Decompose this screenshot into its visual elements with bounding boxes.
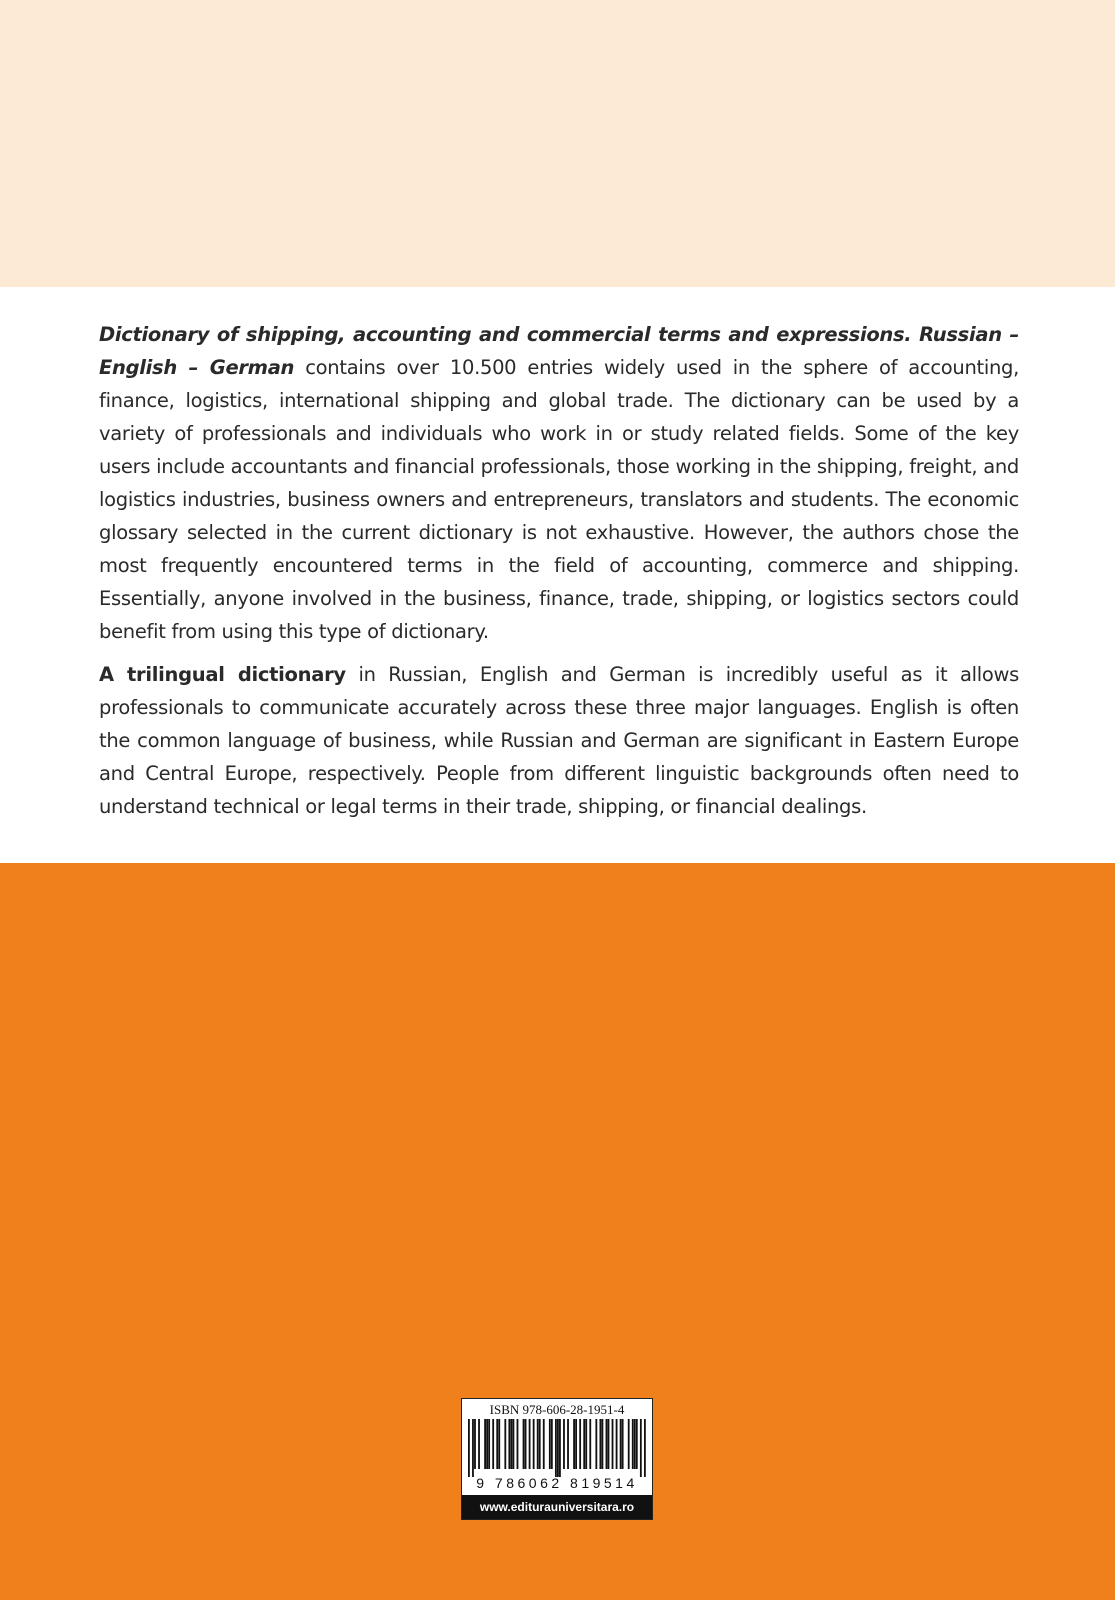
barcode-bar xyxy=(573,1419,575,1469)
barcode-bar xyxy=(510,1419,512,1469)
barcode-bar xyxy=(628,1419,630,1469)
barcode-bar xyxy=(537,1419,539,1469)
top-color-band xyxy=(0,0,1115,287)
barcode-bar xyxy=(620,1419,622,1469)
barcode-bar xyxy=(559,1419,561,1477)
barcode-bar xyxy=(492,1419,494,1469)
barcode-bar xyxy=(525,1419,527,1469)
barcode-digits: 9 786062 819514 xyxy=(476,1475,638,1491)
barcode-bar xyxy=(468,1419,470,1477)
barcode-bar xyxy=(599,1419,601,1469)
barcode-bar xyxy=(589,1419,591,1469)
barcode-bars xyxy=(468,1419,646,1477)
barcode-bar xyxy=(602,1419,604,1469)
barcode-bar xyxy=(555,1419,557,1477)
barcode-bar xyxy=(517,1419,519,1469)
barcode-bar xyxy=(612,1419,614,1469)
barcode-bar xyxy=(533,1419,535,1469)
barcode-bar xyxy=(632,1419,634,1469)
barcode-bar xyxy=(484,1419,486,1469)
barcode-bar xyxy=(474,1419,476,1469)
barcode-bar xyxy=(486,1419,488,1469)
barcode-bar xyxy=(595,1419,597,1469)
isbn-barcode-block xyxy=(461,1398,653,1520)
barcode-bar xyxy=(585,1419,587,1469)
barcode-bar xyxy=(478,1419,480,1469)
barcode-bar xyxy=(513,1419,515,1469)
barcode-bar xyxy=(543,1419,545,1469)
barcode-bar xyxy=(575,1419,577,1469)
barcode-bar xyxy=(472,1419,474,1477)
barcode-bar xyxy=(563,1419,565,1469)
barcode-bar xyxy=(606,1419,608,1469)
barcode-bar xyxy=(496,1419,498,1469)
description-paragraph-2 xyxy=(99,658,1019,823)
barcode-bar xyxy=(549,1419,551,1469)
barcode-bar xyxy=(640,1419,642,1477)
barcode-bar xyxy=(644,1419,646,1477)
barcode-bar xyxy=(498,1419,500,1469)
barcode-bar xyxy=(551,1419,553,1469)
barcode-bar xyxy=(488,1419,490,1469)
back-cover-description xyxy=(99,318,1019,833)
isbn-label: ISBN 978-606-28-1951-4 xyxy=(489,1402,625,1417)
barcode-bar xyxy=(504,1419,506,1469)
barcode-bar xyxy=(634,1419,636,1469)
description-paragraph-1 xyxy=(99,318,1019,648)
barcode-bar xyxy=(608,1419,610,1469)
publisher-url: www.editurauniversitara.ro xyxy=(462,1495,652,1519)
barcode-bar xyxy=(567,1419,569,1469)
barcode-bar xyxy=(636,1419,638,1469)
barcode-bar xyxy=(616,1419,618,1469)
paragraph-2-body: in Russian, English and German is incredibly useful as it allows professionals to communicate accurately across these three major languages. English is often the common language of business, while Russian and German are significant in Eastern Europe and Central Europe, respectively. People from different linguistic backgrounds often need to understand technical or legal terms in their trade, shipping, or financial dealings. xyxy=(99,663,1019,818)
barcode-bar xyxy=(529,1419,531,1469)
barcode-bar xyxy=(523,1419,525,1469)
book-title-italic: Dictionary of shipping, accounting and commercial terms and expressions. Russian – English – German xyxy=(99,323,1019,379)
paragraph-1-body: contains over 10.500 entries widely used in the sphere of accounting, finance, logistics, international shipping and global trade. The dictionary can be used by a variety of professionals and individuals who work in or study related fields. Some of the key users include accountants and financial professionals, those working in the shipping, freight, and logistics industries, business owners and entrepreneurs, translators and students. The economic glossary selected in the current dictionary is not exhaustive. However, the authors chose the most frequently encountered terms in the field of accounting, commerce and shipping. Essentially, anyone involved in the business, finance, trade, shipping, or logistics sectors could benefit from using this type of dictionary. xyxy=(99,356,1020,643)
barcode-bar xyxy=(579,1419,581,1469)
trilingual-lead-bold: A trilingual dictionary xyxy=(99,663,346,686)
barcode-bar xyxy=(583,1419,585,1469)
barcode-bar xyxy=(508,1419,510,1469)
barcode-bar xyxy=(539,1419,541,1469)
barcode-bar xyxy=(557,1419,559,1477)
barcode-bar xyxy=(622,1419,624,1469)
